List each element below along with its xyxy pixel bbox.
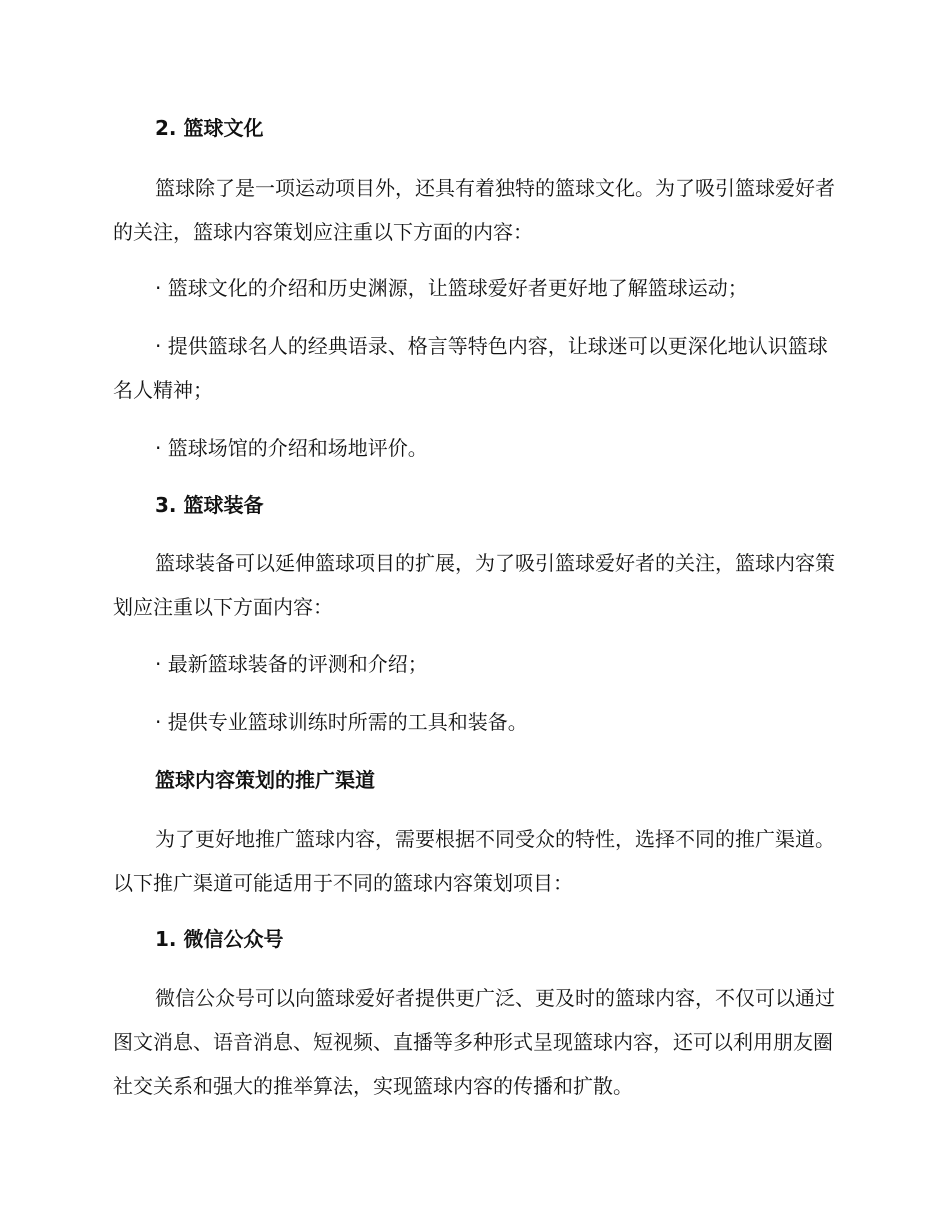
bullet-culture-quotes: · 提供篮球名人的经典语录、格言等特色内容，让球迷可以更深化地认识篮球名人精神；	[113, 334, 828, 402]
section-heading-basketball-equipment: 3. 篮球装备	[155, 493, 264, 517]
bullet-culture-history: · 篮球文化的介绍和历史渊源，让篮球爱好者更好地了解篮球运动；	[155, 276, 748, 300]
section-heading-wechat-official-account: 1. 微信公众号	[155, 927, 284, 951]
paragraph-equipment-intro: 篮球装备可以延伸篮球项目的扩展，为了吸引篮球爱好者的关注，篮球内容策划应注重以下方面内容：	[113, 551, 835, 619]
paragraph-culture-intro: 篮球除了是一项运动项目外，还具有着独特的篮球文化。为了吸引篮球爱好者的关注，篮球内容策划应注重以下方面的内容：	[113, 176, 835, 244]
paragraph-promotion-intro: 为了更好地推广篮球内容，需要根据不同受众的特性，选择不同的推广渠道。以下推广渠道可能适用于不同的篮球内容策划项目：	[113, 827, 835, 895]
bullet-equipment-tools: · 提供专业篮球训练时所需的工具和装备。	[155, 710, 528, 734]
section-heading-promotion-channels: 篮球内容策划的推广渠道	[155, 768, 375, 792]
section-heading-basketball-culture: 2. 篮球文化	[155, 116, 264, 140]
paragraph-wechat-description: 微信公众号可以向篮球爱好者提供更广泛、更及时的篮球内容，不仅可以通过图文消息、语音消息、短视频、直播等多种形式呈现篮球内容，还可以利用朋友圈社交关系和强大的推举算法，实现篮球内容的传播和扩散。	[113, 986, 835, 1098]
bullet-equipment-reviews: · 最新篮球装备的评测和介绍；	[155, 652, 428, 676]
bullet-culture-venues: · 篮球场馆的介绍和场地评价。	[155, 436, 428, 460]
